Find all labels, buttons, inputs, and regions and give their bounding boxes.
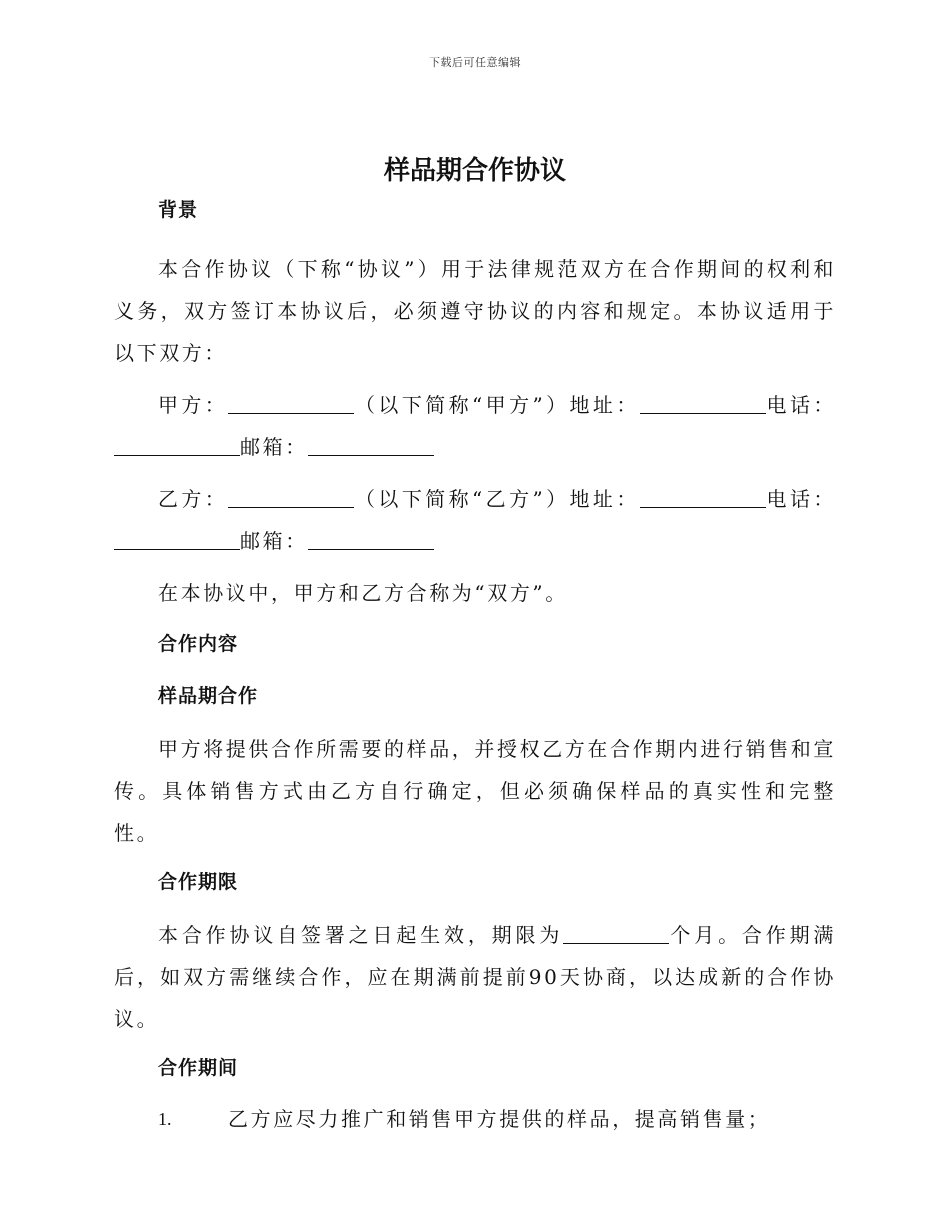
party-b-label: 乙方： bbox=[158, 487, 229, 511]
background-paragraph: 本合作协议（下称“协议”）用于法律规范双方在合作期间的权利和义务，双方签订本协议后，必须遵守协议的内容和规定。本协议适用于以下双方： bbox=[114, 257, 836, 365]
list-item-number: 1. bbox=[158, 1109, 172, 1129]
party-b-address-blank[interactable] bbox=[640, 487, 766, 508]
party-a-name-blank[interactable] bbox=[228, 393, 354, 414]
party-a-alias: （以下简称“甲方”） bbox=[354, 393, 570, 417]
list-item bbox=[114, 1104, 836, 1134]
party-b-name-blank[interactable] bbox=[228, 487, 354, 508]
party-a-label: 甲方： bbox=[158, 393, 229, 417]
term-text-before: 本合作协议自签署之日起生效，期限为 bbox=[158, 923, 564, 947]
document-body bbox=[114, 196, 836, 1134]
section-heading-period: 合作期间 bbox=[158, 1057, 239, 1079]
party-a-address-label: 地址： bbox=[569, 393, 640, 417]
parties-paragraph: 在本协议中，甲方和乙方合称为“双方”。 bbox=[158, 581, 568, 605]
document-title: 样品期合作协议 bbox=[383, 156, 566, 186]
term-months-blank[interactable] bbox=[563, 923, 669, 944]
page-header: 下载后可任意编辑 bbox=[429, 56, 521, 69]
term-text-after: 个月。合作期满后，如双方需继续合作，应在期满前提前90天协商，以达成新的合作协议。 bbox=[114, 923, 837, 1031]
section-heading-sample: 样品期合作 bbox=[158, 685, 259, 707]
party-a-phone-blank[interactable] bbox=[114, 435, 240, 456]
sample-paragraph: 甲方将提供合作所需要的样品，并授权乙方在合作期内进行销售和宣传。具体销售方式由乙方自行确定，但必须确保样品的真实性和完整性。 bbox=[114, 737, 836, 845]
party-a-phone-label: 电话： bbox=[765, 393, 836, 417]
section-heading-background: 背景 bbox=[158, 199, 199, 221]
party-a-email-blank[interactable] bbox=[308, 435, 434, 456]
list-item-text: 乙方应尽力推广和销售甲方提供的样品，提高销售量； bbox=[228, 1107, 771, 1131]
party-b-phone-blank[interactable] bbox=[114, 529, 240, 550]
party-b-line bbox=[114, 478, 836, 562]
party-b-address-label: 地址： bbox=[569, 487, 640, 511]
party-b-alias: （以下简称“乙方”） bbox=[354, 487, 570, 511]
party-a-line bbox=[114, 384, 836, 468]
party-b-phone-label: 电话： bbox=[765, 487, 836, 511]
party-a-email-label: 邮箱： bbox=[240, 435, 308, 459]
party-a-address-blank[interactable] bbox=[640, 393, 766, 414]
party-b-email-blank[interactable] bbox=[308, 529, 434, 550]
section-heading-term: 合作期限 bbox=[158, 871, 239, 893]
term-paragraph bbox=[114, 914, 836, 1040]
party-b-email-label: 邮箱： bbox=[240, 529, 308, 553]
section-heading-content: 合作内容 bbox=[158, 633, 239, 655]
